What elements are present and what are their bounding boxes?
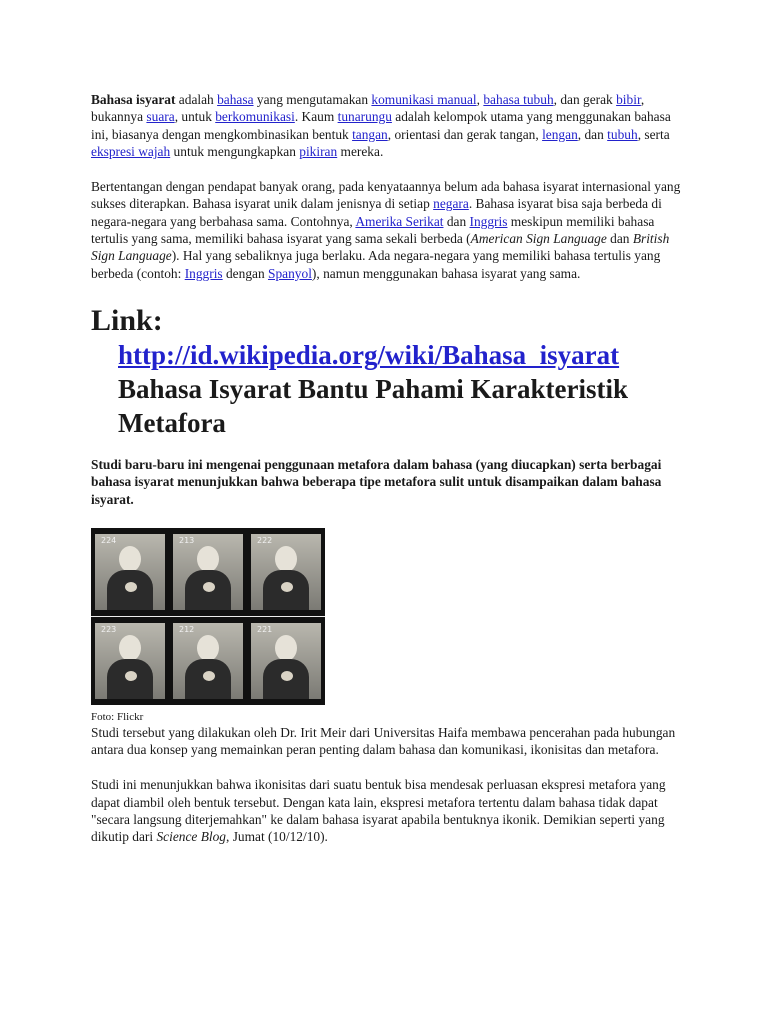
link-lengan[interactable]: lengan <box>542 126 578 142</box>
photo-frame <box>247 528 325 616</box>
link-pikiran[interactable]: pikiran <box>299 143 338 159</box>
frame-number: 223 <box>101 624 117 634</box>
photo-frame <box>169 528 247 616</box>
text: Bertentangan dengan pendapat banyak orang, pada kenyataannya belum ada bahasa isyarat internasional yang sukses diterapkan. Bahasa isyarat unik dalam jenisnya di setiap <box>91 179 681 212</box>
source-science-blog: Science Blog <box>156 829 226 845</box>
term-bsl: British Sign Language <box>91 231 670 264</box>
text: dengan <box>222 265 269 281</box>
term-bahasa-isyarat: Bahasa isyarat <box>91 92 176 107</box>
text: , untuk <box>174 109 216 125</box>
photo-frame <box>169 617 247 705</box>
text: ), namun menggunakan bahasa isyarat yang sama. <box>311 265 581 281</box>
link-inggris[interactable]: Inggris <box>469 213 508 229</box>
link-bahasa[interactable]: bahasa <box>217 92 254 107</box>
text: Studi ini menunjukkan bahwa ikonisitas dari suatu bentuk bisa mendesak perluasan ekspresi metafora yang dapat diambil oleh bentuk tersebut. Dengan kata lain, ekspresi metafora tertentu dalam bahasa tidak dapat "secara langsung diterjemahkan" ke dalam bahasa isyarat apabila bentuknya ikonik. Demikian seperti yang dikutip dari <box>91 777 666 845</box>
photo-frame <box>247 617 325 705</box>
link-spanyol[interactable]: Spanyol <box>268 265 312 281</box>
frame-number: 222 <box>257 535 273 545</box>
text: mereka. <box>337 143 384 159</box>
text: , serta <box>637 126 670 142</box>
text: adalah kelompok utama yang menggunakan bahasa ini, biasanya dengan mengkombinasikan bentuk <box>91 109 671 142</box>
paragraph-iconicity <box>91 776 681 845</box>
link-inggris-2[interactable]: Inggris <box>184 265 223 281</box>
text: , bukannya <box>91 92 645 125</box>
text: yang mengutamakan <box>253 92 372 107</box>
article-lead: Studi baru-baru ini mengenai penggunaan metafora dalam bahasa (yang diucapkan) serta berbagai bahasa isyarat menunjukkan bahwa beberapa tipe metafora sulit untuk disampaikan dalam bahasa isyarat. <box>91 456 662 507</box>
link-bahasa-tubuh[interactable]: bahasa tubuh <box>483 92 554 107</box>
document-page <box>91 91 681 846</box>
heading-block <box>91 304 681 440</box>
link-tunarungu[interactable]: tunarungu <box>337 109 392 125</box>
text: , Jumat (10/12/10). <box>226 829 328 845</box>
photo-frame <box>91 528 169 616</box>
link-komunikasi-manual[interactable]: komunikasi manual <box>371 92 477 107</box>
frame-number: 221 <box>257 624 273 634</box>
link-amerika-serikat[interactable]: Amerika Serikat <box>355 213 444 229</box>
text: . Bahasa isyarat bisa saja berbeda di negara-negara yang berbahasa sama. Contohnya, <box>91 196 662 229</box>
text: ). Hal yang sebaliknya juga berlaku. Ada negara-negara yang memiliki bahasa tertulis yang berbeda (contoh: <box>91 248 661 281</box>
text: , dan gerak <box>553 92 617 107</box>
text: , orientasi dan gerak tangan, <box>387 126 543 142</box>
text: , dan <box>577 126 608 142</box>
frame-number: 224 <box>101 535 117 545</box>
term-asl: American Sign Language <box>470 231 607 247</box>
link-suara[interactable]: suara <box>146 109 175 125</box>
article-title: Bahasa Isyarat Bantu Pahami Karakteristik Metafora <box>118 373 629 438</box>
wikipedia-link[interactable]: http://id.wikipedia.org/wiki/Bahasa_isyarat <box>118 339 620 370</box>
text: dan <box>443 213 470 229</box>
text: meskipun memiliki bahasa tertulis yang sama, memiliki bahasa isyarat yang sama sekali berbeda ( <box>91 213 655 247</box>
link-tubuh[interactable]: tubuh <box>607 126 638 142</box>
link-bibir[interactable]: bibir <box>616 92 641 107</box>
text: , <box>476 92 484 107</box>
photo-frame <box>91 617 169 705</box>
frame-number: 213 <box>179 535 195 545</box>
contact-sheet-photo <box>91 528 325 705</box>
link-label: Link: <box>91 303 163 337</box>
link-tangan[interactable]: tangan <box>352 126 388 142</box>
frame-number: 212 <box>179 624 195 634</box>
paragraph-international <box>91 178 681 282</box>
paragraph-intro <box>91 91 681 160</box>
paragraph-study: Studi tersebut yang dilakukan oleh Dr. Irit Meir dari Universitas Haifa membawa pencerahan pada hubungan antara dua konsep yang memainkan peran penting dalam bahasa dan komunikasi, ikonisitas dan metafora. <box>91 724 676 758</box>
photo-caption: Foto: Flickr <box>91 710 144 723</box>
wikipedia-url-row <box>118 338 681 372</box>
text: untuk mengungkapkan <box>170 143 300 159</box>
link-negara[interactable]: negara <box>433 196 469 212</box>
text: dan <box>606 231 633 247</box>
text: . Kaum <box>294 109 338 125</box>
link-berkomunikasi[interactable]: berkomunikasi <box>215 109 295 125</box>
link-ekspresi-wajah[interactable]: ekspresi wajah <box>91 143 171 159</box>
text: adalah <box>175 92 218 107</box>
